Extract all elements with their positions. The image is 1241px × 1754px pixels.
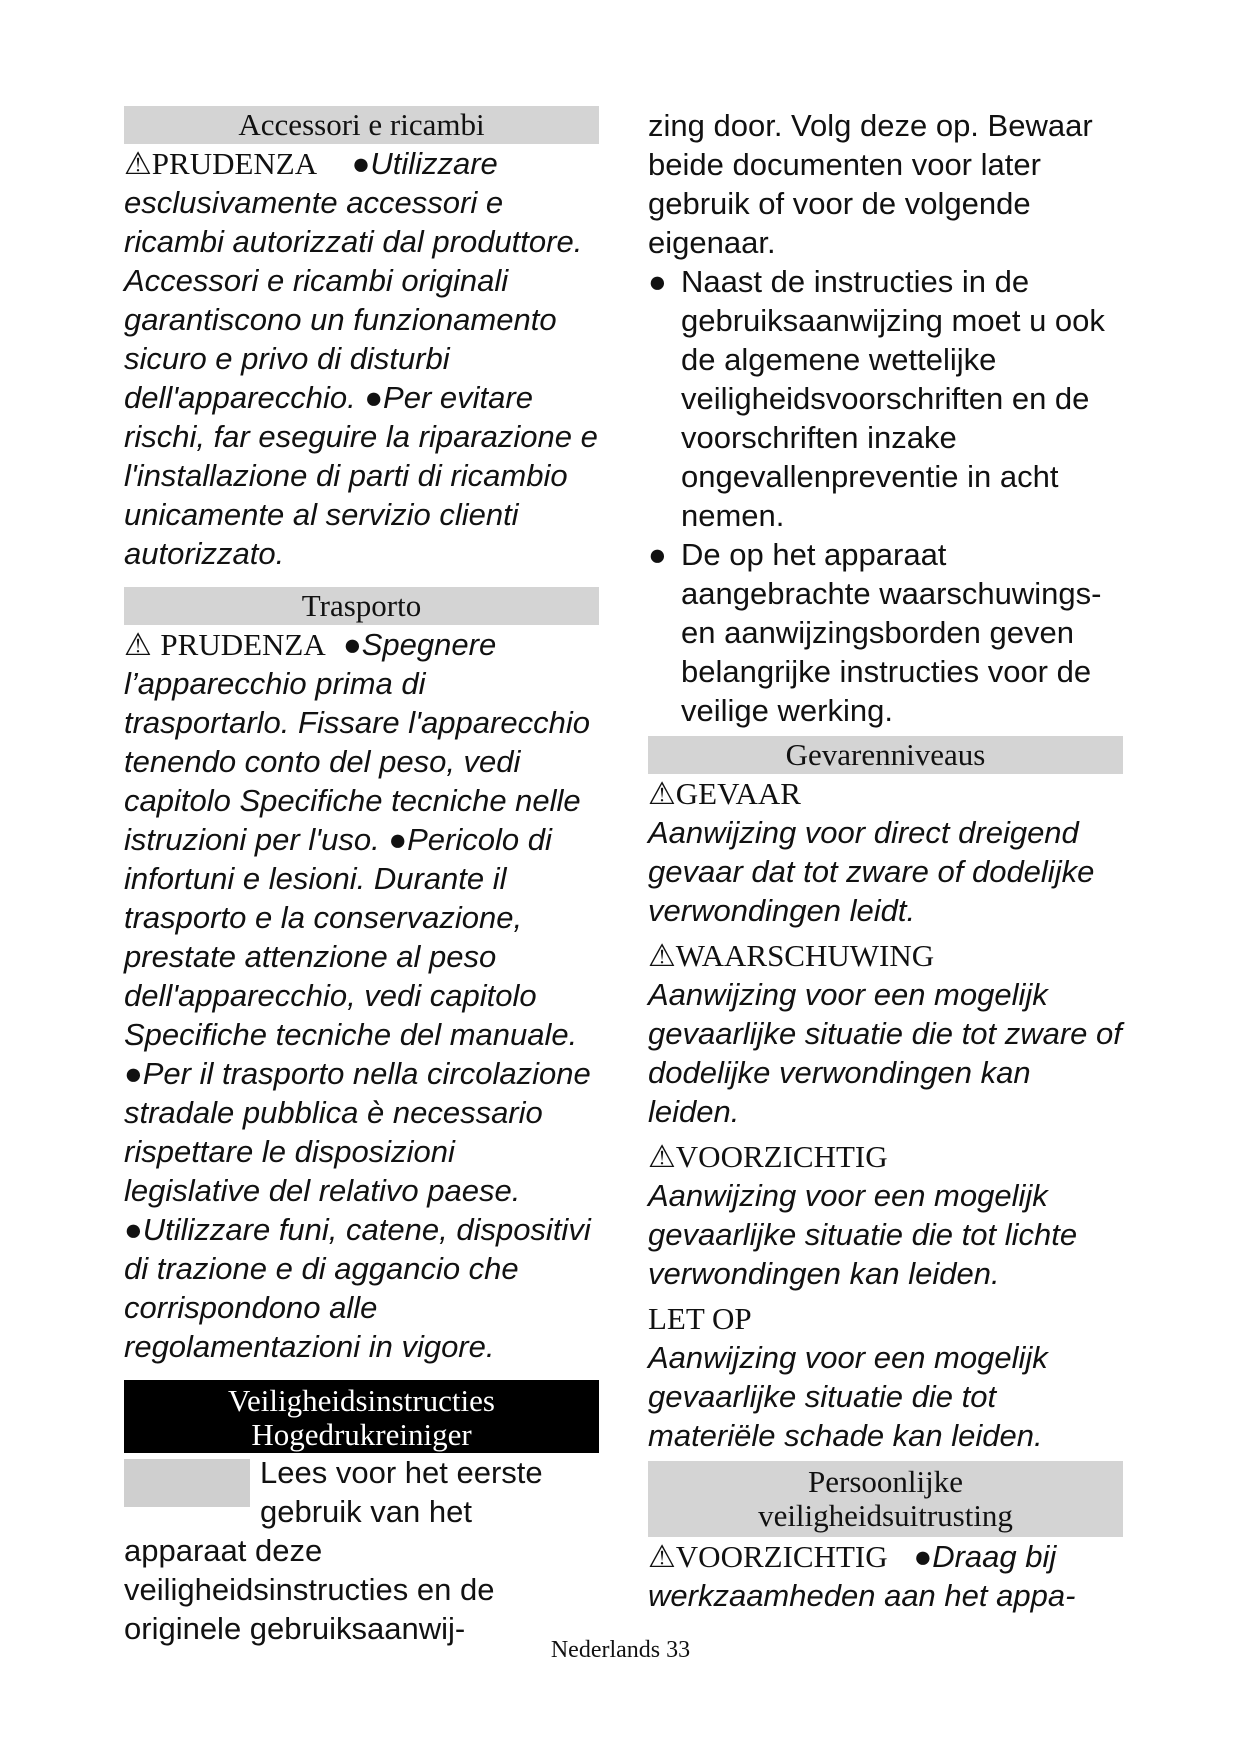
section-header-accessori: Accessori e ricambi	[124, 106, 599, 144]
list-item	[648, 535, 1123, 730]
accessori-paragraph	[124, 144, 599, 573]
accessori-text-2: Per evitare rischi, far eseguire la riparazione e l'installazione di parti di ricambio unicamente al servizio clienti autorizzato.	[124, 380, 598, 571]
bullet: ●	[648, 264, 667, 299]
trasporto-text-3: Per il trasporto nella circolazione stradale pubblica è necessario rispettare le disposizioni legislative del relativo paese.	[124, 1056, 591, 1208]
section-header-trasporto: Trasporto	[124, 587, 599, 625]
hazard-text: Aanwijzing voor een mogelijk gevaarlijke situatie die tot zware of dodelijke verwondingen kan leiden.	[648, 977, 1122, 1129]
trasporto-text-2: Pericolo di infortuni e lesioni. Durante il trasporto e la conservazione, prestate attenzione al peso dell'apparecchio, vedi capitolo Specifiche tecniche del manuale.	[124, 822, 578, 1052]
hazard-level	[648, 936, 1123, 1131]
trasporto-text-4: Utilizzare funi, catene, dispositivi di trazione e di aggancio che corrispondono alle regolamentazioni in vigore.	[124, 1212, 591, 1364]
warning-icon: ⚠	[648, 938, 676, 973]
hazard-text: Aanwijzing voor direct dreigend gevaar dat tot zware of dodelijke verwondingen leidt.	[648, 815, 1095, 928]
warning-label: VOORZICHTIG	[675, 1539, 888, 1574]
hazard-label-text: LET OP	[648, 1301, 752, 1336]
bullet: ●	[124, 1056, 143, 1091]
warning-icon: ⚠	[648, 1139, 676, 1174]
persoonlijk-text: Draag bij werkzaamheden aan het appa-	[648, 1539, 1076, 1613]
intro-continuation: zing door. Volg deze op. Bewaar beide documenten voor later gebruik of voor de volgende eigenaar.	[648, 108, 1093, 260]
hazard-text: Aanwijzing voor een mogelijk gevaarlijke situatie die tot materiële schade kan leiden.	[648, 1340, 1048, 1453]
hazard-label-text: WAARSCHUWING	[675, 938, 935, 973]
list-item-text: Naast de instructies in de gebruiksaanwijzing moet u ook de algemene wettelijke veiligheidsvoorschriften en de voorschriften inzake ongevallenpreventie in acht nemen.	[681, 264, 1105, 533]
list-item	[648, 262, 1123, 535]
left-column	[124, 106, 599, 1648]
hazard-text: Aanwijzing voor een mogelijk gevaarlijke situatie die tot lichte verwondingen kan leiden.	[648, 1178, 1078, 1291]
section-header-veiligheid	[124, 1380, 599, 1453]
warning-image-placeholder	[124, 1459, 250, 1507]
hazard-level	[648, 774, 1123, 930]
warning-icon: ⚠	[124, 146, 152, 181]
hazard-label-text: GEVAAR	[675, 776, 801, 811]
warning-icon: ⚠	[124, 627, 152, 662]
bullet: ●	[343, 627, 362, 662]
warning-icon: ⚠	[648, 1539, 676, 1574]
trasporto-text-1: Spegnere l’apparecchio prima di trasportarlo. Fissare l'apparecchio tenendo conto del peso, vedi capitolo Specifiche tecniche nelle istruzioni per l'uso.	[124, 627, 590, 857]
section-header-gevaren: Gevarenniveaus	[648, 736, 1123, 774]
warning-label: PRUDENZA	[160, 627, 326, 662]
hazard-label-text: VOORZICHTIG	[675, 1139, 888, 1174]
page-footer: Nederlands 33	[550, 1637, 691, 1663]
header-line-1: Persoonlijke	[808, 1464, 963, 1499]
trasporto-paragraph	[124, 625, 599, 1366]
right-column	[648, 106, 1123, 1615]
bullet: ●	[124, 1212, 143, 1247]
header-line-1: Veiligheidsinstructies	[228, 1383, 495, 1418]
hazard-label	[648, 774, 1123, 813]
header-line-2: veiligheidsuitrusting	[758, 1498, 1013, 1533]
header-line-2: Hogedrukreiniger	[251, 1417, 472, 1452]
accessori-text-1: Utilizzare esclusivamente accessori e ricambi autorizzati dal produttore. Accessori e ricambi originali garantiscono un funzionamento sicuro e privo di disturbi dell'apparecchio.	[124, 146, 583, 415]
hazard-level	[648, 1299, 1123, 1455]
hazard-label	[648, 936, 1123, 975]
hazard-label	[648, 1137, 1123, 1176]
persoonlijk-paragraph	[648, 1537, 1123, 1615]
hazard-level	[648, 1137, 1123, 1293]
veiligheid-intro: Lees voor het eerste gebruik van het apparaat deze veiligheidsinstructies en de originele gebruiksaanwij-	[124, 1455, 543, 1646]
bullet: ●	[388, 822, 408, 857]
hazard-label	[648, 1299, 1123, 1338]
bullet-list	[648, 262, 1123, 730]
warning-icon: ⚠	[648, 776, 676, 811]
bullet: ●	[648, 537, 667, 572]
bullet: ●	[351, 146, 371, 181]
section-header-persoonlijk	[648, 1461, 1123, 1537]
bullet: ●	[913, 1539, 933, 1574]
bullet: ●	[364, 380, 384, 415]
list-item-text: De op het apparaat aangebrachte waarschuwings- en aanwijzingsborden geven belangrijke instructies voor de veilige werking.	[681, 537, 1102, 728]
warning-label: PRUDENZA	[151, 146, 318, 181]
